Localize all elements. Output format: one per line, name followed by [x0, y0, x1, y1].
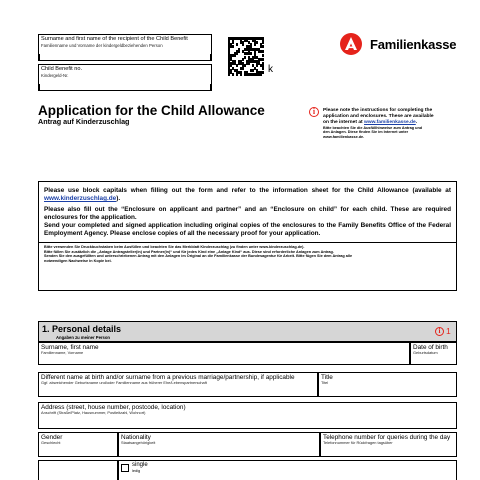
barcode-cell	[256, 41, 258, 44]
barcode-cell	[242, 67, 244, 70]
barcode-cell	[248, 62, 250, 65]
barcode-cell	[236, 64, 238, 67]
recipient-name-field[interactable]	[38, 34, 212, 61]
child-benefit-no-field[interactable]	[38, 64, 212, 91]
barcode-cell	[240, 73, 242, 76]
instructions-paragraph-3: Send your completed and signed application including original copies of the enclosures to the Family Benefits Office of the Federal Employment Agency. Please enclose copies of all the necessary proof for your application.	[44, 222, 451, 237]
barcode-cell	[256, 64, 258, 67]
notice-line-1: Please note the instructions for completing the	[323, 108, 433, 113]
barcode-cell	[262, 54, 264, 57]
section-subtitle: Angaben zu meiner Person	[56, 335, 110, 340]
single-option-label	[132, 462, 148, 473]
different-name-label-de: Ggf. abweichender Geburtsname und/oder Familienname aus früherer Ehe/Lebenspartnerschaft	[41, 380, 207, 386]
address-label-de: Anschrift (Straße/Platz, Hausnummer, Postleitzahl, Wohnort)	[41, 410, 146, 416]
notice-line-3-prefix: on the internet at	[323, 119, 365, 125]
instructions-p1-text: Please use block capitals when filling out the form and refer to the information sheet for the Child Allowance (available at	[44, 187, 451, 194]
logo-text: Familienkasse	[370, 37, 457, 52]
single-label-de: ledig	[132, 467, 141, 473]
nationality-label-de: Staatsangehörigkeit	[121, 440, 156, 446]
gender-field[interactable]	[38, 432, 118, 457]
kinderzuschlag-link[interactable]: www.kinderzuschlag.de	[44, 195, 117, 202]
surname-label-de: Familienname, Vorname	[41, 350, 84, 356]
page-subtitle: Antrag auf Kinderzuschlag	[38, 117, 130, 126]
marital-status-options	[118, 460, 457, 480]
barcode-qr-icon	[228, 37, 264, 75]
phone-label: Telephone number for queries during the day	[323, 434, 451, 441]
familienkasse-link[interactable]: www.familienkasse.de	[364, 119, 416, 125]
barcode-cell	[232, 45, 234, 48]
barcode-cell	[262, 41, 264, 44]
phone-label-de: Telefonnummer für Rückfragen tagsüber	[323, 440, 393, 446]
barcode-cell	[260, 73, 262, 76]
instructions-notice	[323, 108, 458, 140]
field-corner-mark	[210, 54, 211, 60]
instructions-de-line-3: Senden Sie den ausgefüllten und unterschriebenen Antrag mit den Anlagen im Original an die Familienkasse der Bundesagentur für Arbeit. Bitte fügen Sie dem Antrag alle	[44, 254, 353, 259]
gender-label: Gender	[41, 434, 63, 441]
field-corner-mark	[39, 54, 40, 60]
barcode-cell	[262, 58, 264, 61]
notice-line-3-suffix: .	[415, 119, 418, 125]
barcode-cell	[262, 50, 264, 53]
gender-label-de: Geschlecht	[41, 440, 61, 446]
barcode-suffix: k	[268, 64, 273, 75]
barcode-cell	[262, 45, 264, 48]
nationality-field[interactable]	[118, 432, 320, 457]
logo-arrow-icon	[340, 33, 362, 55]
instructions-paragraph-2: Please also fill out the “Enclosure on applicant and partner” and an “Enclosure on child” for each child. These are required enclosures for the application.	[44, 206, 451, 221]
barcode-cell	[228, 73, 230, 76]
barcode-cell	[232, 73, 234, 76]
phone-field[interactable]	[320, 432, 457, 457]
info-icon: i	[309, 107, 319, 117]
child-benefit-no-label-de: Kindergeld-Nr.	[41, 72, 69, 78]
barcode-cell	[250, 52, 252, 55]
title-label: Title	[321, 374, 333, 381]
barcode-cell	[236, 73, 238, 76]
barcode-cell	[262, 71, 264, 74]
field-corner-mark	[210, 84, 211, 90]
notice-de-line-3: www.familienkasse.de.	[323, 134, 365, 139]
child-benefit-no-label	[39, 65, 211, 79]
instructions-box	[38, 181, 457, 291]
dob-label-de: Geburtsdatum	[413, 350, 438, 356]
child-benefit-no-label-en: Child Benefit no.	[41, 66, 83, 72]
instructions-p1-suffix: ).	[116, 195, 121, 202]
barcode-cell	[242, 58, 244, 61]
address-label: Address (street, house number, postcode, location)	[41, 404, 186, 411]
instructions-paragraph-1	[44, 187, 451, 203]
section-info-icon: i	[435, 327, 444, 336]
barcode-cell	[244, 56, 246, 59]
different-name-field[interactable]	[38, 372, 318, 397]
instructions-divider	[39, 242, 456, 243]
title-field[interactable]	[318, 372, 457, 397]
barcode-cell	[234, 54, 236, 57]
notice-de-line-1: Bitte beachten Sie die Ausfüllhinweise zum Antrag und	[323, 125, 423, 130]
barcode-cell	[238, 50, 240, 53]
section-personal-details-header	[38, 321, 457, 342]
page-title: Application for the Child Allowance	[38, 103, 265, 118]
notice-line-2: application and enclosures. These are available	[323, 113, 434, 119]
barcode-cell	[252, 69, 254, 72]
address-field[interactable]	[38, 402, 457, 429]
section-title: 1. Personal details	[42, 324, 122, 334]
barcode-cell	[232, 41, 234, 44]
marital-status-label-cell	[38, 460, 118, 480]
instructions-de-line-2: Bitte füllen Sie zusätzlich die „Anlage Antragsteller(in) und Partner(in)“ und für jedes Kind eine „Anlage Kind“ aus. Diese sind erforderliche Anlagen zum Antrag.	[44, 249, 334, 254]
single-label: single	[132, 462, 148, 468]
instructions-de-line-4: notwendigen Nachweise in Kopie bei.	[44, 258, 112, 263]
barcode-cell	[254, 43, 256, 46]
recipient-name-label	[39, 35, 211, 49]
field-corner-mark	[39, 84, 40, 90]
barcode-cell	[236, 52, 238, 55]
surname-field[interactable]	[38, 342, 410, 365]
recipient-name-label-en: Surname and first name of the recipient of the Child Benefit	[41, 36, 188, 42]
single-checkbox[interactable]	[121, 464, 129, 472]
dob-label: Date of birth	[413, 344, 448, 351]
title-label-de: Titel	[321, 380, 329, 386]
barcode-cell	[244, 64, 246, 67]
barcode-cell	[236, 43, 238, 46]
surname-label: Surname, first name	[41, 344, 99, 351]
barcode-cell	[262, 67, 264, 70]
different-name-label: Different name at birth and/or surname from a previous marriage/partnership, if applicable	[41, 374, 295, 381]
familienkasse-logo-icon	[340, 33, 362, 55]
nationality-label: Nationality	[121, 434, 151, 441]
notice-de-line-2: den Anlagen. Diese finden Sie im Internet unter	[323, 130, 409, 135]
date-of-birth-field[interactable]	[410, 342, 457, 365]
section-number: 1	[446, 326, 451, 336]
recipient-name-label-de: Familienname und Vorname der kindergeldbeziehenden Person	[41, 42, 163, 48]
instructions-de-line-1: Bitte verwenden Sie Druckbuchstaben beim Ausfüllen und beachten Sie das Merkblatt Kinderzuschlag (zu finden unter www.kinderzuschlag.de).	[44, 245, 305, 249]
barcode-cell	[242, 43, 244, 46]
